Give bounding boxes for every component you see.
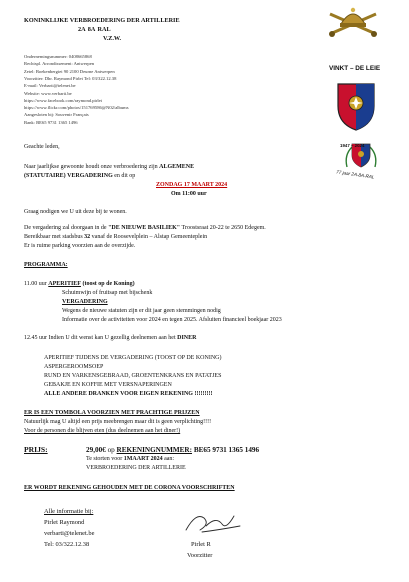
aperitif-detail: Schuimwijn of fruitsap met bijschenk xyxy=(62,290,153,296)
intro-line-1 xyxy=(24,164,194,171)
chairman-line: Voorzitter: Dhr. Raymond Pirlet Tel: 03/322.12.38 xyxy=(24,75,117,81)
deadline-text: Te storten voor xyxy=(86,456,123,462)
tombola-note: Natuurlijk mag U altijd een prijs meebrengen maar dit is geen verplichting!!!! xyxy=(24,419,212,425)
dinner-label: DINER xyxy=(177,335,197,341)
drinks-note: ALLE ANDERE DRANKEN VOOR EIGEN REKENING !!!!!!!!! xyxy=(44,391,213,397)
signature-icon xyxy=(182,506,246,536)
intro-line-1-text: Naar jaarlijkse gewoonte houdt onze verbroedering zijn xyxy=(24,164,158,170)
programme-title: PROGRAMMA: xyxy=(24,262,68,268)
org-abbreviation: 2A 8A RAL xyxy=(78,26,111,33)
anniversary-caption: 77 jaar 2A-8A-RAL xyxy=(335,169,375,180)
price-op: op xyxy=(107,446,115,454)
flickr-link[interactable]: https://www.flickr.com/photos/151769586@N02/albums xyxy=(24,105,129,111)
court-district: Rechtspl. Arrondissement: Antwerpen xyxy=(24,61,95,67)
facebook-link[interactable]: https://www.facebook.com/raymond.pirlet xyxy=(24,97,102,103)
deadline-line xyxy=(86,456,174,463)
aperitif-title: APERITIEF xyxy=(48,281,81,287)
intro-line-2 xyxy=(24,173,135,180)
account-label: REKENINGNUMMER: xyxy=(116,446,193,454)
contact-title: Alle informatie bij: xyxy=(44,508,94,515)
anniversary-years: 1947 – 2024 xyxy=(340,143,365,148)
venue-line-1 xyxy=(24,225,266,232)
bus-route: vanaf de Roosevelplein – Alstap Gemeenteplein xyxy=(91,234,208,240)
meeting-detail-2: Informatie over de activiteiten voor 2024 en tegen 2025. Afsluiten financieel boekjaar 2023 xyxy=(62,317,282,323)
parking-line: Er is ruime parking voorzien aan de overzijde. xyxy=(24,243,136,249)
menu-item: APERITIEF TIJDENS DE VERGADERING (TOOST OP DE KONING) xyxy=(44,355,222,361)
tombola-diners-note: Voor de personen die blijven eten (dus deelnemen aan het diner!) xyxy=(24,428,181,434)
regiment-shield-icon xyxy=(336,82,376,132)
aperitif-toast: (toost op de Koning) xyxy=(82,281,135,287)
price-amount: 29,00€ xyxy=(86,446,106,454)
dinner-line xyxy=(24,335,196,342)
greeting: Geachte leden, xyxy=(24,144,60,150)
deadline-date: 1MAART 2024 xyxy=(123,456,163,462)
corona-notice: ER WORDT REKENING GEHOUDEN MET DE CORONA VOORSCHRIFTEN xyxy=(24,485,235,491)
aperitif-line xyxy=(24,281,135,288)
general-label: ALGEMENE xyxy=(159,164,195,170)
seat-address: Zetel: Boekenbergiei 90 2100 Deurne Antwerpen xyxy=(24,68,115,74)
dinner-intro-text: 12.45 uur Indien U dit wenst kan U gezellig deelnemen aan het xyxy=(24,335,176,341)
org-legal-form: V.Z.W. xyxy=(103,35,122,42)
contact-phone: Tel: 03/322.12.38 xyxy=(44,541,90,548)
website-link[interactable]: Website: www.verbarti.be xyxy=(24,90,72,96)
venue-intro-text: De vergadering zal doorgaan in de xyxy=(24,225,107,231)
affiliation-line: Aangesloten bij: Souvenir Français xyxy=(24,112,89,118)
meeting-detail-1: Wegens de nieuwe statuten zijn er dit jaar geen stemmingen nodig xyxy=(62,308,221,314)
account-number: BE65 9731 1365 1496 xyxy=(193,446,260,454)
artillery-emblem-icon xyxy=(324,4,382,40)
meeting-title: VERGADERING xyxy=(62,299,108,305)
deadline-suffix: aan: xyxy=(164,456,175,462)
venue-name: "DE NIEUWE BASILIEK" xyxy=(108,225,181,231)
invitation-line: Graag nodigen we U uit deze bij te wonen. xyxy=(24,209,127,215)
bus-text: Bereikbaar met stadsbus xyxy=(24,234,83,240)
menu-item: RUND EN VARKENSGEBRAAD, GROENTENKRANS EN PATATJES xyxy=(44,373,222,379)
company-number: Ondernemingsnummer: 0408665868 xyxy=(24,54,92,59)
payment-recipient: VERBROEDERING DER ARTILLERIE xyxy=(86,465,186,471)
contact-name: Pirlet Raymond xyxy=(44,519,85,526)
menu-item: GEBAKJE EN KOFFIE MET VERSNAPERINGEN xyxy=(44,382,172,388)
org-name: KONINKLIJKE VERBROEDERING DER ARTILLERIE xyxy=(24,17,180,24)
aperitif-time: 11.00 uur xyxy=(24,281,47,287)
bus-number: 32 xyxy=(84,234,91,240)
statutory-meeting-label: (STATUTAIRE) VERGADERING xyxy=(24,173,113,179)
bank-line: Bank: BE65 9731 1365 1496 xyxy=(24,119,78,125)
meeting-time: Om 11:00 uur xyxy=(171,191,207,197)
meeting-date: ZONDAG 17 MAART 2024 xyxy=(156,182,228,188)
contact-email[interactable]: verbarti@telenet.be xyxy=(44,530,95,537)
venue-line-2 xyxy=(24,234,207,241)
price-label: PRIJS: xyxy=(24,445,48,454)
signatory-name: Pirlet R xyxy=(191,541,211,548)
venue-address: Troostsraat 20-22 te 2650 Edegem. xyxy=(181,225,266,231)
intro-line-2-text: en dit op xyxy=(114,173,136,179)
logo-caption: VINKT – DE LEIE xyxy=(329,65,381,72)
email-line: E-mail: Verbarti@telenet.be xyxy=(24,83,76,89)
price-line xyxy=(86,446,259,454)
tombola-title: ER IS EEN TOMBOLA VOORZIEN MET PRACHTIGE PRIJZEN xyxy=(24,410,200,416)
menu-item: ASPERGEROOMSOEP xyxy=(44,364,104,370)
signatory-role: Voorzitter xyxy=(187,552,213,559)
